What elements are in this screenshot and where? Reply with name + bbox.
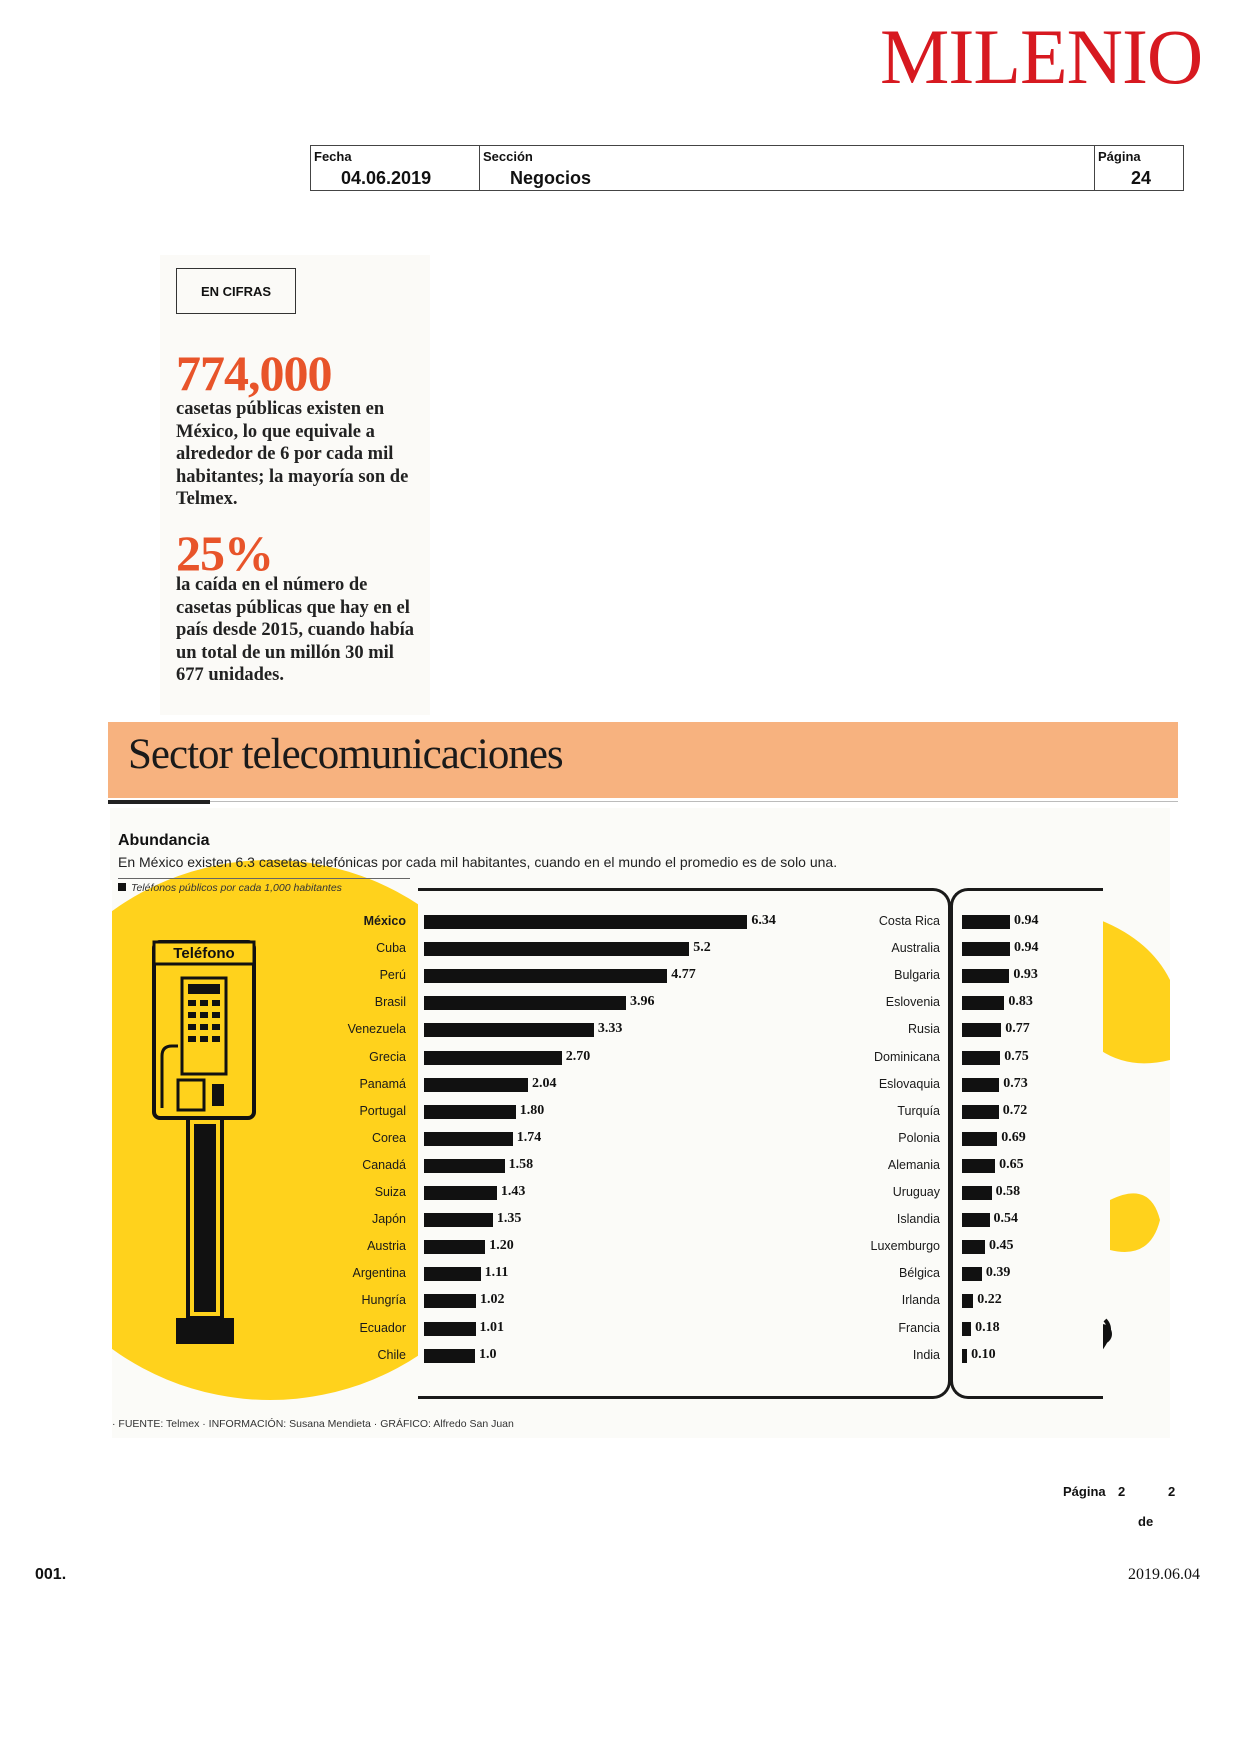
pagina-value: 24 <box>1131 168 1152 188</box>
left-bar <box>424 1023 594 1037</box>
left-bar <box>424 1267 481 1281</box>
left-bar-value: 2.04 <box>532 1075 557 1091</box>
right-country-label: Luxemburgo <box>870 1239 940 1254</box>
right-bar-value: 0.65 <box>999 1156 1024 1172</box>
legend-rule <box>118 878 410 879</box>
legend-text: Teléfonos públicos por cada 1,000 habitantes <box>131 882 342 894</box>
left-country-label: Argentina <box>352 1266 406 1281</box>
infographic-subtitle: En México existen 6.3 casetas telefónicas por cada mil habitantes, cuando en el mundo el promedio es de solo una. <box>118 854 838 870</box>
right-country-label: Uruguay <box>892 1185 940 1199</box>
left-bar <box>424 996 626 1010</box>
left-bar-value: 4.77 <box>671 967 696 983</box>
right-bar <box>962 1349 967 1363</box>
right-bar <box>962 942 1010 956</box>
left-bar-value: 1.02 <box>480 1292 505 1308</box>
left-bar-value: 1.43 <box>500 1184 526 1199</box>
left-country-label: Austria <box>367 1239 406 1254</box>
telephone-booth-illustration <box>148 938 260 1356</box>
left-bar-value: 1.01 <box>479 1319 504 1335</box>
right-bar <box>962 1159 995 1173</box>
left-bar <box>424 1294 476 1308</box>
right-country-label: Polonia <box>898 1130 940 1145</box>
stat1-text: casetas públicas existen en México, lo que equivale a alrededor de 6 por cada mil habitantes; la mayoría son de Telmex. <box>176 399 409 509</box>
stat2-number: 25% <box>176 525 273 581</box>
left-bar <box>424 969 667 983</box>
seccion-value: Negocios <box>510 168 592 188</box>
right-country-label: Eslovenia <box>885 995 940 1010</box>
left-bar-value: 1.0 <box>479 1346 497 1362</box>
infographic-heading: Abundancia <box>118 832 210 849</box>
left-bar <box>424 1322 476 1336</box>
left-bar-value: 1.74 <box>516 1129 542 1145</box>
left-country-label: Grecia <box>369 1049 406 1064</box>
left-bar <box>424 915 747 929</box>
right-bar <box>962 1023 1001 1037</box>
left-bar <box>424 1213 493 1227</box>
right-country-label: Eslovaquia <box>878 1076 940 1091</box>
legend-swatch <box>118 883 126 891</box>
left-country-label: México <box>363 914 406 928</box>
footer-page-current: 2 <box>1118 1484 1126 1499</box>
right-bar-value: 0.18 <box>975 1319 1000 1335</box>
right-bar <box>962 1186 992 1200</box>
left-country-label: Ecuador <box>359 1320 406 1335</box>
left-country-label: Hungría <box>361 1293 406 1308</box>
right-country-label: Alemania <box>887 1157 940 1172</box>
left-bar-value: 5.2 <box>693 940 711 956</box>
right-bar-value: 0.83 <box>1008 994 1033 1010</box>
left-bar <box>424 1105 516 1119</box>
left-bar <box>424 1132 513 1146</box>
right-bar-value: 0.58 <box>995 1184 1021 1199</box>
right-bar-value: 0.93 <box>1013 967 1038 983</box>
milenio-logo: MILENIO <box>880 13 1203 100</box>
right-bar-value: 0.94 <box>1013 940 1039 956</box>
left-bar-value: 6.34 <box>751 913 776 928</box>
right-bar <box>962 1051 1000 1065</box>
left-country-label: Chile <box>377 1347 406 1362</box>
right-country-label: Islandia <box>896 1212 940 1227</box>
en-cifras-badge: EN CIFRAS <box>176 268 296 314</box>
left-country-label: Japón <box>371 1212 406 1227</box>
left-country-label: Suiza <box>374 1185 406 1199</box>
right-bar <box>962 996 1004 1010</box>
right-bar-value: 0.72 <box>1002 1102 1028 1118</box>
right-country-label: India <box>912 1347 940 1362</box>
left-bar <box>424 942 689 956</box>
right-bar <box>962 1213 990 1227</box>
right-bar-value: 0.94 <box>1013 913 1039 928</box>
left-country-label: Perú <box>379 968 406 983</box>
right-bar <box>962 1267 982 1281</box>
left-country-label: Corea <box>371 1130 406 1145</box>
phone-label: Teléfono <box>173 945 235 962</box>
stat1-number: 774,000 <box>176 345 332 401</box>
right-country-label: Bélgica <box>899 1266 940 1281</box>
right-bar <box>962 915 1010 929</box>
right-bar-value: 0.77 <box>1005 1021 1030 1037</box>
chart-legend <box>118 882 342 894</box>
left-bar-value: 1.11 <box>484 1265 509 1281</box>
right-bar-value: 0.22 <box>977 1292 1002 1308</box>
stat2-text: la caída en el número de casetas públicas que hay en el país desde 2015, cuando había un total de un millón 30 mil 677 unidades. <box>176 575 414 685</box>
source-credit: · FUENTE: Telmex · INFORMACIÓN: Susana Mendieta · GRÁFICO: Alfredo San Juan <box>112 1418 514 1430</box>
right-country-label: Dominicana <box>873 1049 940 1064</box>
right-bar <box>962 1132 997 1146</box>
right-bar <box>962 1105 999 1119</box>
right-country-label: Turquía <box>897 1103 940 1118</box>
left-country-label: Cuba <box>376 941 406 956</box>
fecha-value: 04.06.2019 <box>341 168 432 188</box>
banner-title: Sector telecomunicaciones <box>128 731 563 778</box>
right-bar-value: 0.54 <box>993 1211 1019 1227</box>
left-country-label: Panamá <box>359 1076 406 1091</box>
right-bar <box>962 1294 973 1308</box>
left-country-label: Venezuela <box>347 1022 406 1037</box>
left-bar <box>424 1159 505 1173</box>
left-bar-value: 1.35 <box>496 1211 522 1227</box>
footer-pagina-label: Página <box>1063 1484 1106 1499</box>
right-bar-value: 0.75 <box>1004 1048 1029 1064</box>
right-bar <box>962 969 1009 983</box>
footer-code: 001. <box>35 1566 67 1583</box>
footer-page-total: 2 <box>1168 1484 1176 1499</box>
left-bar <box>424 1078 528 1092</box>
right-country-label: Rusia <box>908 1022 940 1037</box>
right-bar-value: 0.73 <box>1003 1075 1028 1091</box>
right-country-label: Bulgaria <box>894 968 940 983</box>
left-country-label: Portugal <box>359 1103 406 1118</box>
footer-date: 2019.06.04 <box>1128 1566 1200 1583</box>
left-bar-value: 3.33 <box>597 1021 623 1037</box>
footer-de: de <box>1138 1514 1154 1529</box>
fecha-label: Fecha <box>314 149 352 164</box>
pagina-label: Página <box>1098 149 1141 164</box>
right-country-label: Irlanda <box>901 1293 940 1308</box>
right-bar-value: 0.39 <box>985 1265 1011 1281</box>
right-bar-value: 0.45 <box>988 1238 1014 1254</box>
left-bar <box>424 1051 562 1065</box>
right-bar <box>962 1078 999 1092</box>
left-country-label: Brasil <box>374 995 406 1010</box>
left-bar <box>424 1240 485 1254</box>
right-country-label: Australia <box>891 941 940 956</box>
left-bar-value: 1.20 <box>489 1238 514 1254</box>
left-bar-value: 1.58 <box>508 1156 534 1172</box>
right-country-label: Costa Rica <box>878 914 940 928</box>
right-country-label: Francia <box>898 1320 940 1335</box>
left-bar <box>424 1349 475 1363</box>
right-bar <box>962 1322 971 1336</box>
left-bar-value: 2.70 <box>565 1048 591 1064</box>
right-bar-value: 0.10 <box>971 1346 996 1362</box>
left-bar <box>424 1186 497 1200</box>
right-bar-value: 0.69 <box>1001 1129 1026 1145</box>
right-bar <box>962 1240 985 1254</box>
left-bar-value: 1.80 <box>519 1102 545 1118</box>
left-country-label: Canadá <box>362 1157 406 1172</box>
left-bar-value: 3.96 <box>629 994 655 1010</box>
seccion-label: Sección <box>483 149 533 164</box>
